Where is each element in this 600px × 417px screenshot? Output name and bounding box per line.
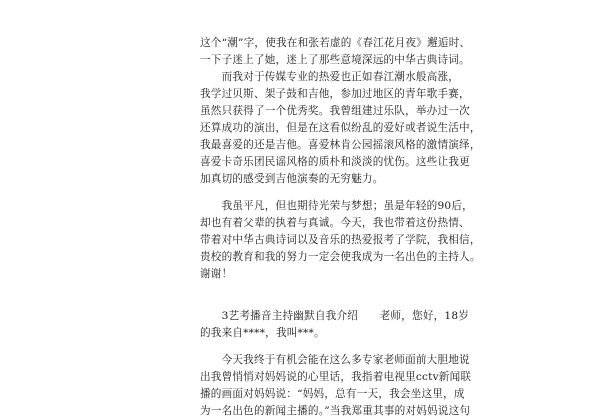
text-line: 虽然只获得了一个优秀奖。我曾组建过乐队，举办过一次 bbox=[200, 105, 470, 117]
text-line: 却也有着父辈的执着与真诚。今天，我也带着这份热情、 bbox=[200, 217, 470, 229]
text-line: 贵校的教育和我的努力一定会使我成为一名出色的主持人。 bbox=[200, 251, 481, 263]
text-line: 我最喜爱的还是吉他。喜爱林肯公园摇滚风格的激情演绎， bbox=[200, 139, 481, 151]
text-line: 一下子迷上了她，迷上了那些意境深远的中华古典诗词。 bbox=[200, 54, 470, 66]
text-line: 这个“潮”字，使我在和张若虚的《春江花月夜》邂逅时、 bbox=[200, 37, 471, 49]
text-line: 还算成功的演出，但是在这看似纷乱的爱好或者说生活中， bbox=[200, 122, 481, 134]
text-line: 谢谢！ bbox=[200, 268, 233, 280]
text-line: 为一名出色的新闻主播的。”当我郑重其事的对妈妈说这句 bbox=[200, 405, 471, 417]
text-line: 而我对于传媒专业的热爱也正如春江潮水般高涨， bbox=[200, 71, 460, 83]
text-line: 我虽平凡，但也期待光荣与梦想；虽是年轻的90后， bbox=[200, 200, 473, 212]
text-line: 3艺考播音主持幽默自我介绍 老师，您好，18岁 bbox=[200, 310, 470, 322]
text-line: 带着对中华古典诗词以及音乐的热爱报考了学院，我相信， bbox=[200, 234, 481, 246]
text-line: 出我曾悄悄对妈妈说的心里话，我指着电视里cctv新闻联 bbox=[200, 371, 472, 383]
text-line: 的我来自****，我叫***。 bbox=[200, 327, 325, 339]
text-line: 我学过贝斯、架子鼓和吉他，参加过地区的青年歌手赛， bbox=[200, 88, 470, 100]
text-line: 加真切的感受到吉他演奏的无穷魅力。 bbox=[200, 173, 384, 185]
text-line: 播的画面对妈妈说：“妈妈，总有一天，我会坐这里，成 bbox=[200, 388, 465, 400]
text-line: 今天我终于有机会能在这么多专家老师面前大胆地说 bbox=[200, 354, 470, 366]
text-line: 喜爱卡奇乐团民谣风格的质朴和淡淡的忧伤。这些让我更 bbox=[200, 156, 470, 168]
